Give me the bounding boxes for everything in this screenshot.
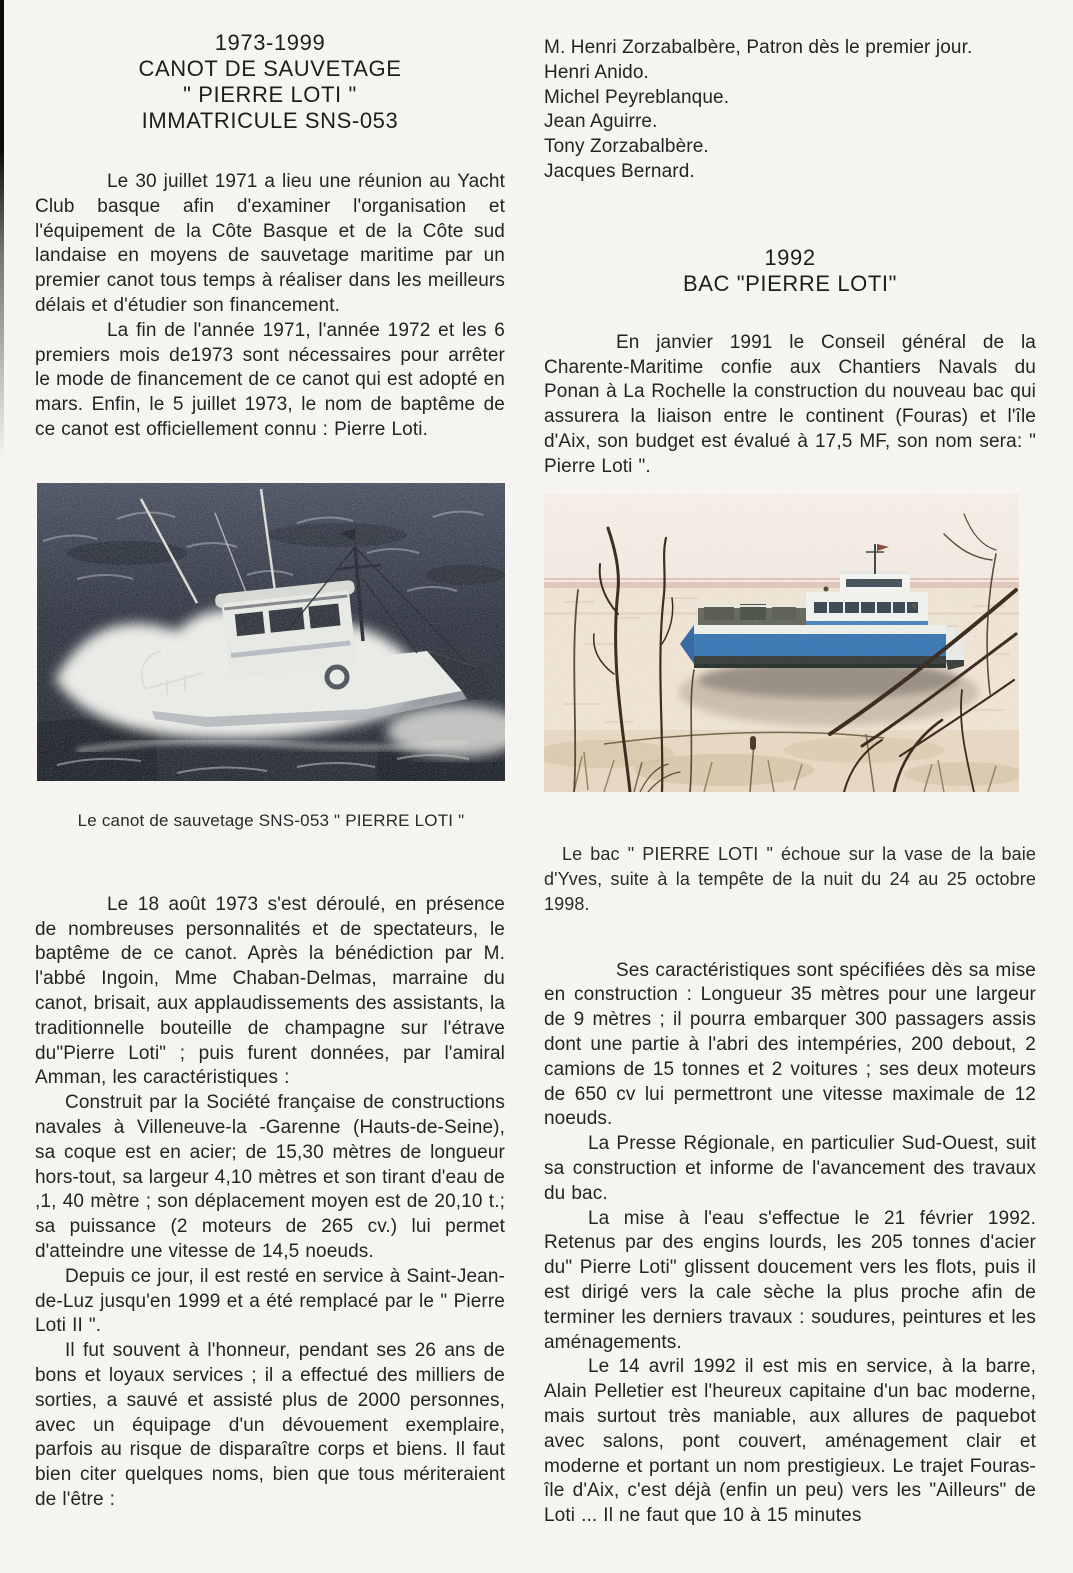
crew-name: Tony Zorzabalbère. xyxy=(544,136,709,158)
ferry-photo-figure xyxy=(544,494,1036,917)
title-line-immatricule: IMMATRICULE SNS-053 xyxy=(141,108,399,133)
crew-name: Henri Anido. xyxy=(544,61,649,83)
scan-edge-artifact xyxy=(0,0,4,460)
crew-name: Jean Aguirre. xyxy=(544,111,658,133)
crew-name: M. Henri Zorzabalbère, Patron dès le premier jour. xyxy=(544,37,973,58)
paragraph-bapteme: Le 18 août 1973 s'est déroulé, en présence de nombreuses personnalités et de spectateurs, le baptême de ce canot. Après la bénédiction par M. l'abbé Ingoin, Mme Chaban-Delmas, marraine du canot, brisait, aux applaudissements des assistants, la traditionnelle bouteille de champagne sur l'étrave du"Pierre Loti" ; puis furent données, par l'amiral Amman, les caractéristiques : xyxy=(35,893,505,1089)
paragraph-service: Depuis ce jour, il est resté en service à Saint-Jean-de-Luz jusqu'en 1999 et a été remplacé par le " Pierre Loti II ". xyxy=(35,1265,505,1337)
right-heading xyxy=(544,245,1036,297)
left-title xyxy=(35,30,505,134)
heading-line-bac: BAC "PIERRE LOTI" xyxy=(682,270,898,296)
right-column xyxy=(544,30,1036,1529)
heading-line-year: 1992 xyxy=(764,244,816,270)
left-column xyxy=(35,30,505,1513)
crew-name: Jacques Bernard. xyxy=(544,160,695,182)
paragraph-caracteristiques: Construit par la Société française de constructions navales à Villeneuve-la -Garenne (Hauts-de-Seine), sa coque est en acier; de 15,30 mètres de longueur hors-tout, sa largeur 4,10 mètres et son tirant d'eau de ,1, 40 mètre ; son déplacement moyen est de 20,10 t.; sa puissance (2 moteurs de 265 cv.) lui permet d'atteindre une vitesse de 14,5 noeuds. xyxy=(35,1092,505,1262)
paragraph-presse: La Presse Régionale, en particulier Sud-Ouest, suit sa construction et informe de l'avancement des travaux du bac. xyxy=(544,1133,1036,1204)
title-line-canot: CANOT DE SAUVETAGE xyxy=(138,56,402,81)
title-line-name: " PIERRE LOTI " xyxy=(183,82,357,107)
paragraph-conseil-general: En janvier 1991 le Conseil général de la Charente-Maritime confie aux Chantiers Navals du Ponan à La Rochelle la construction du nouveau bac qui assurera la liaison entre le continent (Fouras) et l'île d'Aix, son budget est évalué à 17,5 MF, son nom sera: " Pierre Loti ". xyxy=(544,331,1036,477)
paragraph-mise-a-leau: La mise à l'eau s'effectue le 21 février 1992. Retenus par des engins lourds, les 205 tonnes d'acier du" Pierre Loti" glissent doucement vers les flots, puis il est dirigé vers la cale sèche la plus proche afin de terminer les derniers travaux : soudures, peintures et les aménagements. xyxy=(544,1207,1036,1353)
crew-name: Michel Peyreblanque. xyxy=(544,86,730,108)
title-line-years: 1973-1999 xyxy=(214,30,326,55)
paragraph-reunion-1971: Le 30 juillet 1971 a lieu une réunion au Yacht Club basque afin d'examiner l'organisation et l'équipement de la Côte Basque et de la Côte sud landaise en moyens de sauvetage maritime par un premier canot tous temps à réaliser dans les meilleurs délais et d'étudier son financement. xyxy=(35,171,505,316)
ferry-photo-caption: Le bac " PIERRE LOTI " échoue sur la vase de la baie d'Yves, suite à la tempête de la nuit du 24 au 25 octobre 1998. xyxy=(544,843,1036,914)
crew-list xyxy=(544,36,1036,185)
paragraph-mise-en-service: Le 14 avril 1992 il est mis en service, à la barre, Alain Pelletier est l'heureux capitaine d'un bac moderne, mais surtout très maniable, aux allures de paquebot avec salons, pont couvert, aménagement clair et moderne et portant un nom prestigieux. Le trajet Fouras-île d'Aix, c'est déjà (enfin un peu) vers les "Ailleurs" de Loti ... Il ne faut que 10 à 15 minutes xyxy=(544,1356,1036,1527)
lifeboat-photo-figure xyxy=(37,483,505,831)
lifeboat-photo xyxy=(37,483,505,781)
paragraph-specifications: Ses caractéristiques sont spécifiées dès sa mise en construction : Longueur 35 mètres pour une largeur de 9 mètres ; il pourra embarquer 300 passagers assis dont une partie à l'abri des intempéries, 200 debout, 2 camions de 15 tonnes et 2 voitures ; ses deux moteurs de 650 cv lui permettront une vitesse maximale de 12 noeuds. xyxy=(544,959,1036,1130)
lifeboat-photo-caption: Le canot de sauvetage SNS-053 " PIERRE LOTI " xyxy=(77,810,465,830)
paragraph-honneur: Il fut souvent à l'honneur, pendant ses 26 ans de bons et loyaux services ; il a effectué des milliers de sorties, a sauvé et assisté plus de 2000 personnes, avec un équipage d'un dévouement exemplaire, parfois au risque de disparaître corps et biens. Il faut bien citer quelques noms, bien que tous mériteraient de l'être : xyxy=(35,1340,505,1510)
paragraph-financement: La fin de l'année 1971, l'année 1972 et les 6 premiers mois de1973 sont nécessaires pour arrêter le mode de financement de ce canot qui est adopté en mars. Enfin, le 5 juillet 1973, le nom de baptême de ce canot est officiellement connu : Pierre Loti. xyxy=(35,319,505,440)
ferry-photo xyxy=(544,494,1019,792)
